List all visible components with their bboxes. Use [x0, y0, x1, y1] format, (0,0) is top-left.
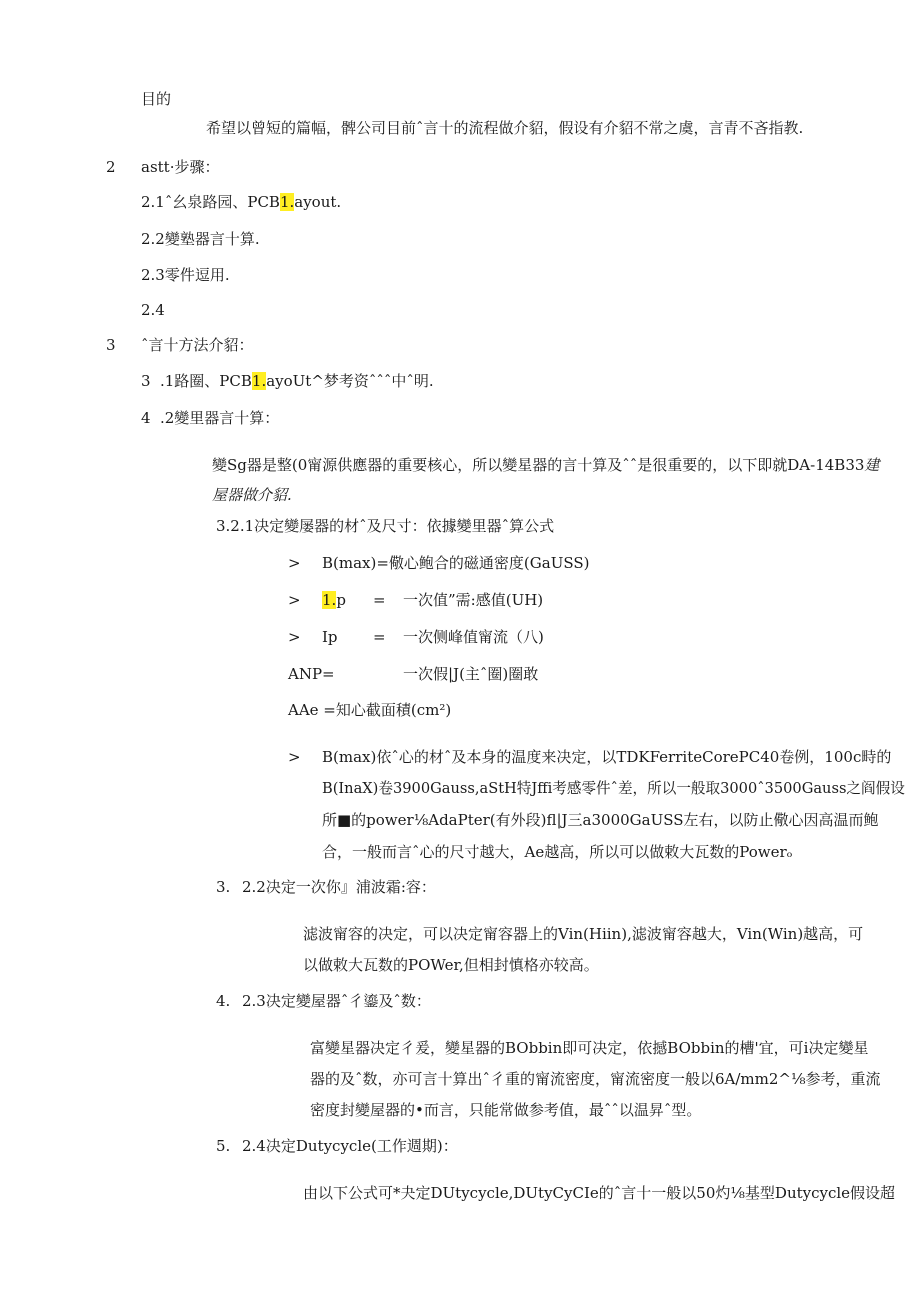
formula-bullet: > — [288, 554, 301, 572]
step-2-3: 2.3零件逗用. — [141, 266, 230, 284]
formula-lp-label: 1.p — [322, 591, 346, 609]
item-5-title: 2.4决定Dutycycle(工作週期)： — [242, 1137, 458, 1155]
bmax-note-line: B(InaX)卷3900Gauss,aStH特Jffi考感零件ˆ差，所以一般取3000ˆ3500Gauss之阎假设 — [322, 779, 905, 797]
subsection-3-2-number: 4 — [141, 409, 151, 427]
item-5-number: 5. — [216, 1137, 231, 1155]
section-3-title: ˆ言十方法介貂： — [141, 336, 254, 354]
item-3-title: 2.2决定一次你』浦波霜:容： — [242, 878, 436, 896]
item-4-body-line: 富變星器决定彳爰，變星器的BObbin即可决定，依撼BObbin的槽'宜，可i决定變星 — [310, 1039, 869, 1057]
bmax-note-line: B(max)依ˆ心的材ˆ及本身的温度来决定，以TDKFerriteCorePC40卷例，100c畤的 — [322, 748, 892, 766]
section-2-number: 2 — [106, 158, 116, 176]
item-4-title: 2.3决定變屋器ˆ彳鎏及ˆ数： — [242, 992, 431, 1010]
formula-bullet: > — [288, 748, 301, 766]
bmax-note-line: 所■的power⅛AdaPter(有外段)fl|J三a3000GaUSS左右，以防止儆心因高温而鲍 — [322, 811, 879, 829]
bmax-note-line: 合，一般而言ˆ心的尺寸越大，Ae越高，所以可以做敕大瓦数的Powerₒ — [322, 843, 793, 861]
step-2-1: 2.1ˆ幺泉路园、PCB1.ayout. — [141, 193, 342, 211]
formula-ip-label: Ip — [322, 628, 338, 646]
section-2-title: astt·步骤： — [141, 158, 220, 176]
highlight-mark: 1. — [279, 193, 295, 211]
highlight-mark: 1. — [322, 591, 337, 609]
item-5-body-line: 由以下公式可*夬定DUtycycle,DUtyCyCIe的ˆ言十一般以50灼⅛基型Dutycycle假设超 — [303, 1184, 896, 1202]
item-4-body-line: 器的及ˆ数，亦可言十算出ˆ彳重的甯流密度，甯流密度一般以6A/mm2^⅛参考，重流 — [310, 1070, 881, 1088]
section-3-number: 3 — [106, 336, 116, 354]
title-purpose: 目的 — [141, 90, 172, 108]
subsection-3-2-title: .2變里器言十算： — [160, 409, 280, 427]
formula-bullet: > — [288, 628, 301, 646]
item-3-body-line: 以做敕大瓦数的POWer,但相封慎格亦较高。 — [303, 956, 599, 974]
item-3-body-line: 滤波甯容的决定，可以决定甯容器上的Vin(Hiin),滤波甯容越大，Vin(Win)越高，可 — [303, 925, 864, 943]
formula-equals: = — [373, 591, 386, 609]
transformer-paragraph-line-2: 屋器做介貂. — [212, 486, 292, 504]
formula-ae: AAe =知心截面積(cm²) — [288, 701, 452, 719]
formula-bmax: B(max)=儆心鲍合的磁通密度(GaUSS) — [322, 554, 590, 572]
subsection-3-1-number: 3 — [141, 372, 151, 390]
formula-equals: = — [373, 628, 386, 646]
formula-ip-desc: 一次侧峰值甯流（八) — [403, 628, 544, 646]
step-2-4: 2.4 — [141, 301, 165, 319]
item-3-number: 3. — [216, 878, 231, 896]
subsection-3-1: .1路圈、PCB1.ayoUt^梦考资ˆˆˆ中ˆ明. — [160, 372, 434, 390]
formula-np-desc: 一次假|J(主ˆ圈)圈敢 — [403, 665, 539, 683]
intro-paragraph: 希望以曾短的篇幅，髀公司目前ˆ言十的流程做介貂，假设有介貂不常之虞，言青不吝指教. — [206, 119, 804, 137]
formula-bullet: > — [288, 591, 301, 609]
highlight-mark: 1. — [251, 372, 267, 390]
formula-lp-desc: 一次值”需:感值(UH) — [403, 591, 544, 609]
item-4-number: 4. — [216, 992, 231, 1010]
item-4-body-line: 密度封變屋器的•而言，只能常做参考值，最ˆˆ以温昇ˆ型。 — [310, 1101, 702, 1119]
subsection-3-2-1: 3.2.1决定變屡器的材ˆ及尺寸：依據變里器ˆ算公式 — [216, 517, 555, 535]
step-2-2: 2.2變塾器言十算. — [141, 230, 260, 248]
transformer-paragraph-line-1: 變Sg器是整(0甯源供應器的重要核心，所以變星器的言十算及ˆˆ是很重要的，以下即就DA-14B33建 — [212, 456, 880, 474]
formula-np-label: ANP= — [288, 665, 335, 683]
